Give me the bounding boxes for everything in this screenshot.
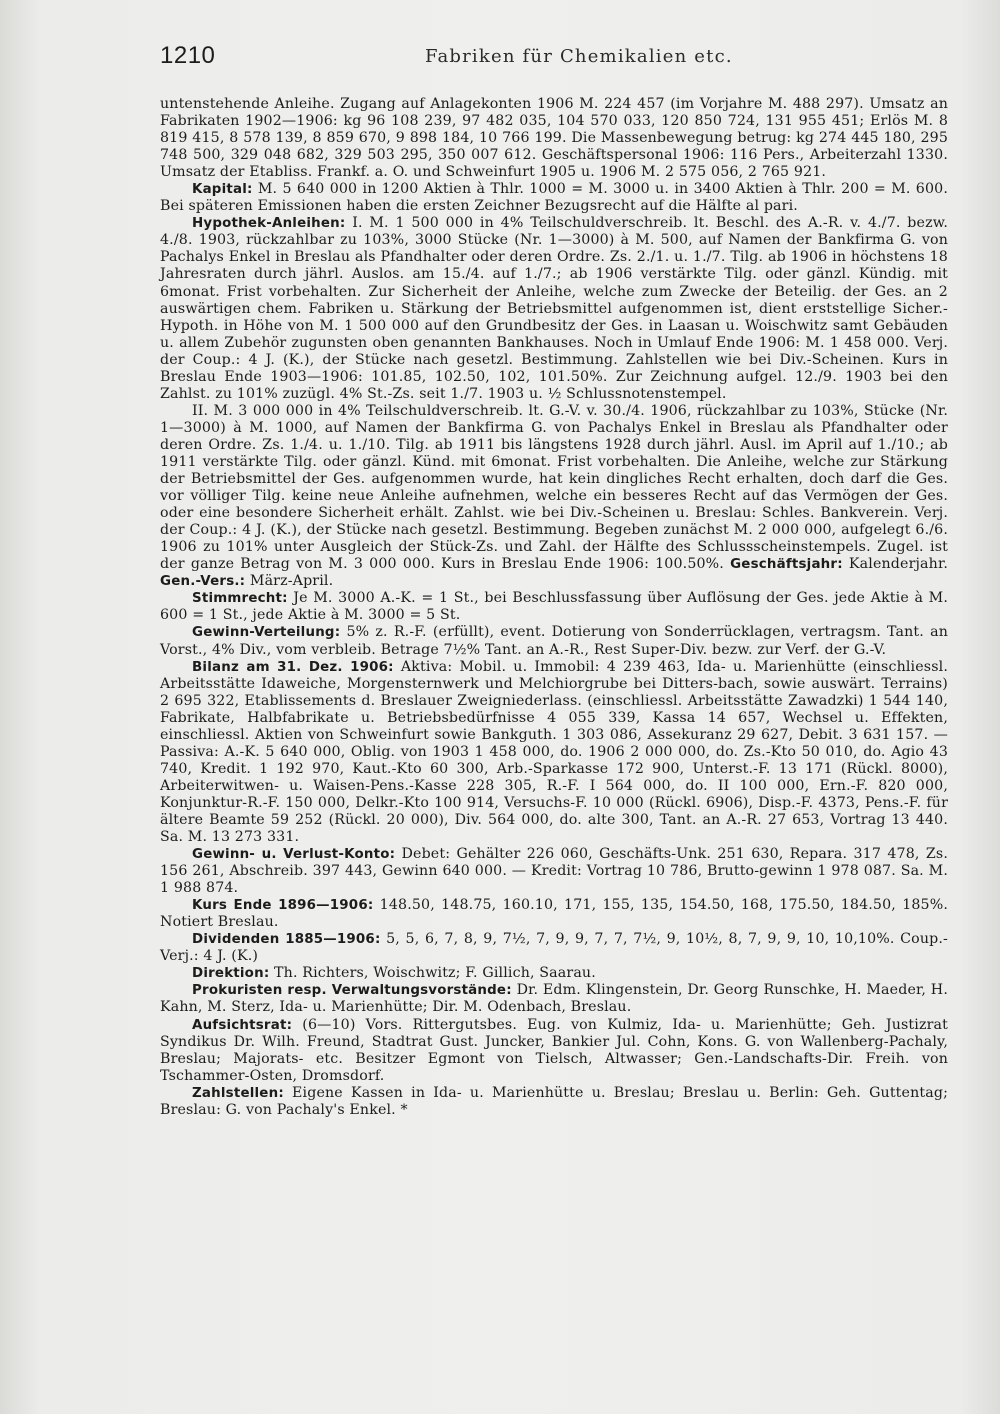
paragraph-kurs <box>160 897 948 931</box>
section-heading: Dividenden 1885—1906: <box>192 932 381 948</box>
paragraph-aufsichtsrat <box>160 1017 948 1085</box>
paragraph-dividenden <box>160 931 948 965</box>
section-heading: Prokuristen resp. Verwaltungsvorstände: <box>192 983 512 999</box>
paragraph-anleihe-2 <box>160 403 948 591</box>
paragraph-text: Debet: Gehälter 226 060, Geschäfts-Unk. 251 630, Repara. 317 478, Zs. 156 261, Abschreib. 397 443, Gewinn 640 000. — Kredit: Vortrag 10 786, Brutto-gewinn 1 978 087. Sa. M. 1 988 874. <box>160 846 948 897</box>
running-title: Fabriken für Chemikalien etc. <box>425 46 733 67</box>
paragraph-zahlstellen <box>160 1085 948 1119</box>
paragraph-text: II. M. 3 000 000 in 4% Teilschuldverschreib. lt. G.-V. v. 30./4. 1906, rückzahlbar zu 103%, Stücke (Nr. 1—3000) à M. 1000, auf Namen der Bankfirma G. von Pachalys Enkel in Breslau als Pfandhalter oder deren Ordre. Zs. 1./4. u. 1./10. Tilg. ab 1911 bis längstens 1928 durch jährl. Ausl. im April auf 1./10.; ab 1911 verstärkte Tilg. oder gänzl. Künd. mit 6monat. Frist vorbehalten. Die Anleihe, welche zur Stärkung der Betriebsmittel der Ges. aufgenommen wurde, hat kein dingliches Recht erhalten, doch darf die Ges. vor völliger Tilg. keine neue Anleihe aufnehmen, welche ein besseres Recht auf das Vermögen der Ges. oder eine besondere Sicherheit erhält. Zahlst. wie bei Div.-Scheinen u. Breslau: Schles. Bankverein. Verj. der Coup.: 4 J. (K.), der Stücke nach gesetzl. Bestimmung. Begeben zunächst M. 2 000 000, aufgelegt 6./6. 1906 zu 101% unter Ausgleich der Stück-Zs. und Zahl. der Hälfte des Schlussscheinstempels. Zugel. ist der ganze Betrag von M. 3 000 000. Kurs in Breslau Ende 1906: 100.50%. <box>160 402 948 573</box>
section-heading: Zahlstellen: <box>192 1085 284 1101</box>
paragraph-text: Je M. 3000 A.-K. = 1 St., bei Beschlussfassung über Auflösung der Ges. jede Aktie à M. 600 = 1 St., jede Aktie à M. 3000 = 5 St. <box>160 590 948 624</box>
paragraph-text: untenstehende Anleihe. Zugang auf Anlagekonten 1906 M. 224 457 (im Vorjahre M. 488 297). Umsatz an Fabrikaten 1902—1906: kg 96 108 239, 97 482 035, 104 570 033, 120 850 724, 131 955 451; Erlös M. 8 819 415, 8 578 139, 8 859 670, 9 898 184, 10 766 199. Die Massenbewegung betrug: kg 274 445 180, 295 748 500, 329 048 682, 329 503 295, 350 007 612. Geschäftspersonal 1906: 116 Pers., Arbeiterzahl 1330. Umsatz der Etabliss. Frankf. a. O. und Schweinfurt 1905 u. 1906 M. 2 575 056, 2 765 921. <box>160 96 948 181</box>
paragraph-text: März-April. <box>249 573 334 590</box>
paragraph-gewinn-verlust <box>160 846 948 897</box>
section-heading: Gewinn-Verteilung: <box>192 625 341 641</box>
paragraph-text: Dr. Edm. Klingenstein, Dr. Georg Runschke, H. Maeder, H. Kahn, M. Sterz, Ida- u. Marienhütte; Dir. M. Odenbach, Breslau. <box>160 982 948 1016</box>
section-heading: Geschäftsjahr: <box>730 557 843 573</box>
paragraph-direktion <box>160 965 948 982</box>
section-heading: Aufsichtsrat: <box>192 1017 293 1033</box>
section-heading: Gen.-Vers.: <box>160 574 246 590</box>
paragraph-kapital <box>160 181 948 215</box>
section-heading: Bilanz am 31. Dez. 1906: <box>192 659 394 675</box>
paragraph-prokuristen <box>160 982 948 1016</box>
paragraph-bilanz <box>160 659 948 847</box>
section-heading: Gewinn- u. Verlust-Konto: <box>192 847 396 863</box>
page-header <box>160 42 960 72</box>
paragraph-intro <box>160 96 948 181</box>
paragraph-hypothek <box>160 215 948 403</box>
paragraph-gewinn-verteilung <box>160 624 948 658</box>
paragraph-text: 5, 5, 6, 7, 8, 9, 7½, 7, 9, 9, 7, 7, 7½, 9, 10½, 8, 7, 9, 9, 10, 10,10%. Coup.-Verj.: 4 J. (K.) <box>160 931 948 965</box>
paragraph-text: Eigene Kassen in Ida- u. Marienhütte u. Breslau; Breslau u. Berlin: Geh. Guttentag; Breslau: G. von Pachaly's Enkel. * <box>160 1084 948 1118</box>
paragraph-text: 148.50, 148.75, 160.10, 171, 155, 135, 154.50, 168, 175.50, 184.50, 185%. Notiert Breslau. <box>160 897 949 931</box>
paragraph-text: Th. Richters, Woischwitz; F. Gillich, Saarau. <box>274 965 596 982</box>
paragraph-text: 5% z. R.-F. (erfüllt), event. Dotierung von Sonderrücklagen, vertragsm. Tant. an Vorst., 4% Div., vom verbleib. Betrage 7½% Tant. an A.-R., Rest Super-Div. bezw. zur Verf. der G.-V. <box>160 624 948 658</box>
paragraph-text: Kalenderjahr. <box>848 556 948 573</box>
paragraph-text: Aktiva: Mobil. u. Immobil: 4 239 463, Ida- u. Marienhütte (einschliessl. Arbeitsstätte Idaweiche, Morgensternwerk und Melchiorgrube bei Ditters-bach, sowie auswärt. Terrains) 2 695 322, Etablissements d. Breslauer Zweigniederlass. (einschliessl. Arbeitsstätte Zawadzki) 1 544 140, Fabrikate, Halbfabrikate u. Betriebsbedürfnisse 4 055 339, Kassa 14 657, Wechsel u. Effekten, einschliessl. Aktien von Schweinfurt sowie Bankguth. 1 303 086, Assekuranz 29 627, Debit. 3 631 157. — Passiva: A.-K. 5 640 000, Oblig. von 1903 1 458 000, do. 1906 2 000 000, do. Zs.-Kto 50 010, do. Agio 43 740, Kredit. 1 192 970, Kaut.-Kto 60 300, Arb.-Sparkasse 172 900, Unterst.-F. 13 171 (Rückl. 8000), Arbeiterwitwen- u. Waisen-Pens.-Kasse 228 305, R.-F. I 564 000, do. II 100 000, Ern.-F. 820 000, Konjunktur-R.-F. 150 000, Delkr.-Kto 100 914, Versuchs-F. 10 000 (Rückl. 6906), Disp.-F. 4373, Pens.-F. für ältere Beamte 59 252 (Rückl. 20 000), Div. 564 000, do. alte 300, Tant. an A.-R. 27 653, Vortrag 13 440. Sa. M. 13 273 331. <box>160 658 948 846</box>
section-heading: Kurs Ende 1896—1906: <box>192 898 374 914</box>
section-heading: Kapital: <box>192 182 253 198</box>
paragraph-text: M. 5 640 000 in 1200 Aktien à Thlr. 1000 = M. 3000 u. in 3400 Aktien à Thlr. 200 = M. 600. Bei späteren Emissionen haben die ersten Zeichner Bezugsrecht auf die Hälfte al pari. <box>160 181 948 215</box>
paragraph-stimmrecht <box>160 590 948 624</box>
section-heading: Stimmrecht: <box>192 591 288 607</box>
paragraph-text: I. M. 1 500 000 in 4% Teilschuldverschreib. lt. Beschl. des A.-R. v. 4./7. bezw. 4./8. 1903, rückzahlbar zu 103%, 3000 Stücke (Nr. 1—3000) à M. 500, auf Namen der Bankfirma G. von Pachalys Enkel in Breslau als Pfandhalter oder deren Ordre. Zs. 2./1. u. 1./7. Tilg. ab 1906 in höchstens 18 Jahresraten durch jährl. Auslos. am 15./4. auf 1./7.; ab 1906 verstärkte Tilg. oder gänzl. Kündig. mit 6monat. Frist vorbehalten. Zur Sicherheit der Anleihe, welche zum Zwecke der Beteilig. der Ges. an 2 auswärtigen chem. Fabriken u. Stärkung der Betriebsmittel aufgenommen ist, dient erststellige Sicher.-Hypoth. in Höhe von M. 1 500 000 auf den Grundbesitz der Ges. in Laasan u. Woischwitz samt Gebäuden u. allem Zubehör zugunsten oben genannten Bankhauses. Noch in Umlauf Ende 1906: M. 1 458 000. Verj. der Coup.: 4 J. (K.), der Stücke nach gesetzl. Bestimmung. Zahlstellen wie bei Div.-Scheinen. Kurs in Breslau Ende 1903—1906: 101.85, 102.50, 102, 101.50%. Zur Zeichnung aufgel. 12./9. 1903 bei den Zahlst. zu 101% zuzügl. 4% St.-Zs. seit 1./7. 1903 u. ½ Schlussnotenstempel. <box>160 215 948 402</box>
section-heading: Hypothek-Anleihen: <box>192 216 346 232</box>
paragraph-text: (6—10) Vors. Rittergutsbes. Eug. von Kulmiz, Ida- u. Marienhütte; Geh. Justizrat Syndikus Dr. Wilh. Freund, Stadtrat Gust. Juncker, Bankier Jul. Cohn, Kons. G. von Wallenberg-Pachaly, Breslau; Majorats- etc. Besitzer Egmont von Tielsch, Altwasser; Gen.-Landschafts-Dir. Freih. von Tschammer-Osten, Dromsdorf. <box>160 1016 948 1084</box>
document-body <box>160 96 948 1119</box>
section-heading: Direktion: <box>192 966 270 982</box>
page-number: 1210 <box>160 42 216 69</box>
